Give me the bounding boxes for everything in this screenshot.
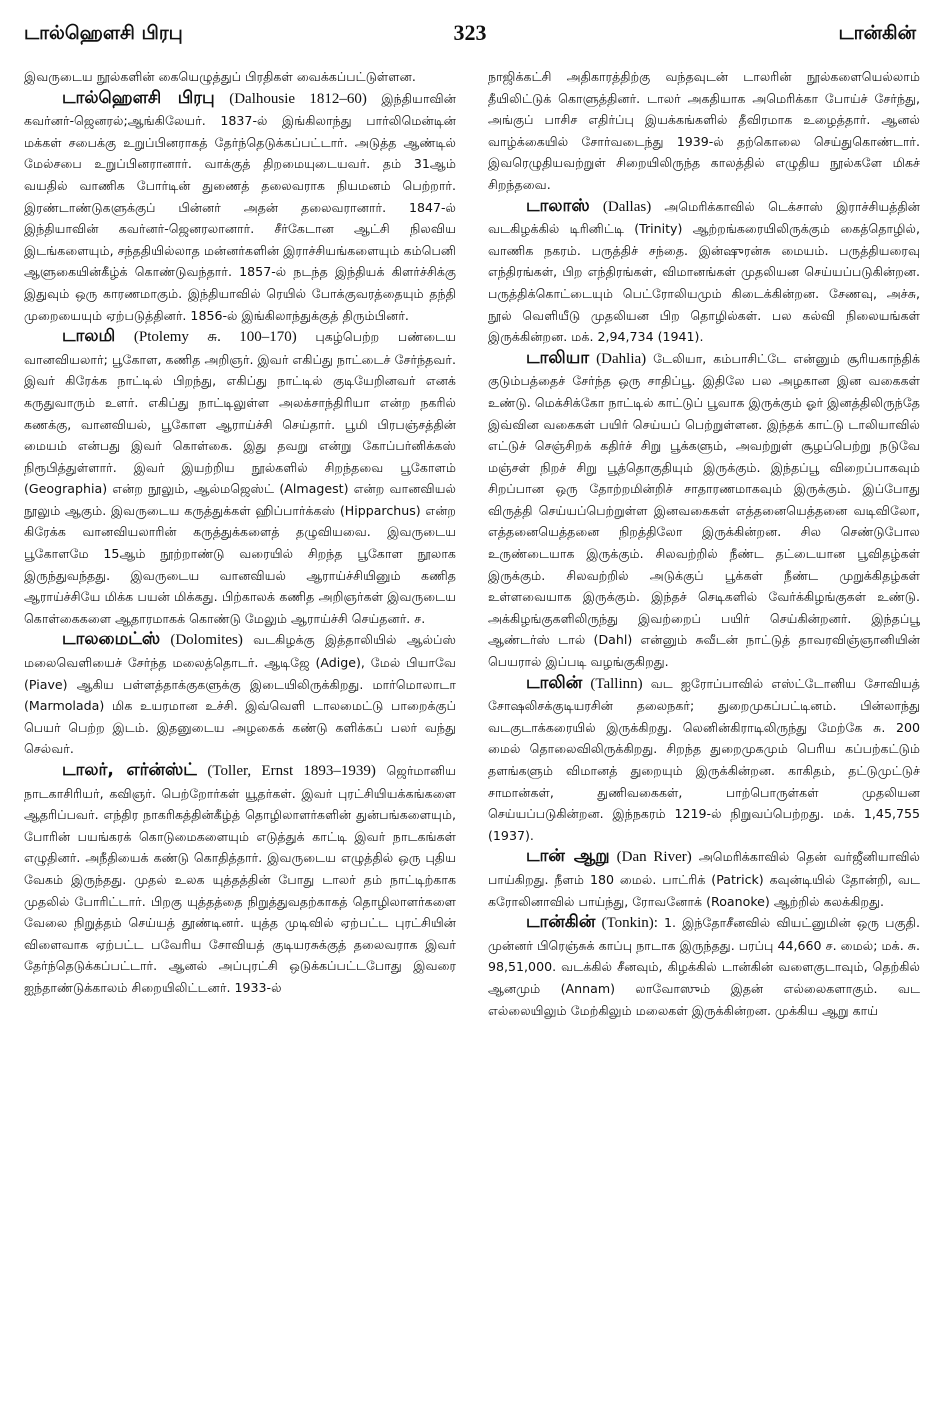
entry-text: வட ஐரோப்பாவில் எஸ்ட்டோனிய சோவியத் சோஷலிசக்குடியரசின் தலைநகர்; துறைமுகப்பட்டினம். பின்லாந்து வடகுடாக்கரையில் இருக்கிறது. லெனின்கிராடிலிருந்து மேற்கே சு. 200 மைல் தொலைவிலிருக்கிறது. சிறந்த துறைமுகமும் பெரிய கப்பற்கட்டும் தளங்களும் விமானத் துறையும் இருக்கின்றன. காகிதம், தட்டுமுட்டுச் சாமான்கள், துணிவகைகள், பாற்பொருள்கள் முதலியன செய்யப்படுகின்றன. இந்நகரம் 1219-ல் நிறுவப்பெற்றது. மக். 1,45,755 (1937). — [488, 675, 920, 843]
entry — [24, 760, 456, 999]
entry-headword: டால்ஹௌசி பிரபு — [62, 87, 215, 108]
entry-english-name: (Tonkin): — [601, 915, 658, 932]
entry-english-name: (Dahlia) — [596, 350, 647, 367]
page-number: 323 — [453, 20, 487, 45]
entry-text: இவருடைய நூல்களின் கையெழுத்துப் பிரதிகள் வைக்கப்பட்டுள்ளன. — [24, 69, 416, 84]
entry — [488, 912, 920, 1021]
entry-headword: டாலமைட்ஸ் — [62, 629, 161, 650]
entry-text: அமெரிக்காவில் தென் வர்ஜீனியாவில் பாய்கிறது. நீளம் 180 மைல். பாட்ரிக் (Patrick) கவுன்டியில் தோன்றி, வட கரோலினாவில் பாய்ந்து, ரோவனோக் (Roanoke) ஆற்றில் கலக்கிறது. — [488, 849, 920, 909]
entry — [488, 348, 920, 673]
entry-text: டேலியா, கம்பாசிட்டே என்னும் சூரியகாந்திக் குடும்பத்தைச் சேர்ந்த ஒரு சாதிப்பூ. இதிலே பல அழகான இன வகைகள் உண்டு. மெக்சிக்கோ நாட்டில் காட்டுப் பூவாக இருக்கும் ஓர் இனத்திலிருந்தே இவ்வின வகைகள் பயிர் செய்யப் பெற்றுள்ளன. இந்தக் காட்டு டாலியாவில் எட்டுச் செஞ்சிறக் கதிர்ச் சிறு பூக்களும், அவற்றுள் சூழப்பெற்று நடுவே மஞ்சள் நிறச் சிறு பூத்தொகுதியும் இருக்கும். இந்தப்பூ விறைப்பாகவும் சிறப்பான ஒரு தோற்றமின்றிச் சாதாரணமாகவும் இருக்கும். இப்போது விருத்தி செய்யப்பெற்றுள்ள இனவகைகள் எத்தனையெத்தனை வடிவிலோ, எத்தனையெத்தனை நிறத்திலோ இருக்கின்றன. சில செண்டுபோல உருண்டையாக இருக்கும். சிலவற்றில் நீண்ட தட்டையான பூவிதழ்கள் இருக்கும். சிலவற்றில் அடுக்குப் பூக்கள் நீண்ட முறுக்கிதழ்கள் உள்ளவையாக இருக்கும். இந்தச் செடிகளில் வேர்க்கிழங்குகள் உண்டு. அக்கிழங்குகளிலிருந்து இவற்றைப் பயிர் செய்கின்றனர். இந்தப்பூ ஆண்டர்ஸ் டால் (Dahl) என்னும் சுவீடன் நாட்டுத் தாவரவிஞ்ஞானியின் பெயரால் இப்படி வழங்குகிறது. — [488, 350, 920, 670]
entry-text: நாஜிக்கட்சி அதிகாரத்திற்கு வந்தவுடன் டாலரின் நூல்களையெல்லாம் தீயிலிட்டுக் கொளுத்தினர். டாலர் அகதியாக அமெரிக்கா போய்ச் சேர்ந்து, அங்குப் பாசிச எதிர்ப்பு இயக்கங்களில் தீவிரமாக உழைத்தார். ஆனல் வாழ்க்கையில் சோர்வடைந்து 1939-ல் தற்கொலை செய்துகொண்டார். இவரெழுதியவற்றுள் சிறையிலிருந்த காலத்தில் எழுதிய நூல்களே மிகச் சிறந்தவை. — [488, 69, 920, 192]
entry-headword: டாலர், எர்ன்ஸ்ட் — [62, 760, 197, 780]
entry — [488, 66, 920, 196]
left-column — [24, 66, 456, 1406]
entry-headword: டாலின் — [526, 672, 583, 693]
entry-headword: டாலியா — [526, 347, 590, 368]
entry-english-name: (Dalhousie 1812–60) — [229, 90, 367, 107]
entry — [24, 326, 456, 629]
entry-text: வடகிழக்கு இத்தாலியில் ஆல்ப்ஸ் மலைவெளியைச் சேர்ந்த மலைத்தொடர். ஆடிஜே (Adige), மேல் பியாவே (Piave) ஆகிய பள்ளத்தாக்குகளுக்கு இடையிலிருக்கிறது. மார்மொலாடா (Marmolada) மிக உயரமான உச்சி. இவ்வெளி டாலமைட்டு பாறைக்குப் பெயர் பெற்ற இடம். இதனுடைய அழகைக் கண்டு களிக்கப் பலர் வந்து செல்வர். — [24, 632, 456, 757]
entry-headword: டான் ஆறு — [526, 846, 610, 867]
entry-text: அமெரிக்காவில் டெக்சாஸ் இராச்சியத்தின் வடகிழக்கில் டிரினிட்டி (Trinity) ஆற்றங்கரையிலிருக்கும் கைத்தொழில், வாணிக நகரம். பருத்திச் சந்தை. இன்ஷுரன்சு மையம். பருத்தியரைவு எந்திரங்கள், பிற எந்திரங்கள், விமானங்கள் முதலியன செய்யப்படுகின்றன. பருத்திக்கொட்டையும் பெட்ரோலியமும் கிடைக்கின்றன. சேணவு, அச்சு, நூல் வெளியீடு முதலியன பிற தொழில்கள். பல கல்வி நிலையங்கள் இருக்கின்றன. மக். 2,94,734 (1941). — [488, 198, 920, 345]
right-column — [488, 66, 920, 1406]
header-left-guideword: டால்ஹௌசி பிரபு — [24, 22, 183, 44]
header-right-guideword: டான்கின் — [838, 22, 916, 44]
entry-english-name: (Dallas) — [602, 198, 652, 215]
entry-headword: டாலாஸ் — [526, 195, 590, 216]
entry-text: இந்தியாவின் கவர்னர்-ஜெனரல்;ஆங்கிலேயர். 1837-ல் இங்கிலாந்து பார்லிமென்டின் மக்கள் சபைக்கு உறுப்பினராகத் தேர்ந்தெடுக்கப்பட்டார். அடுத்த ஆண்டில் மேல்சபை உறுப்பினரானார். வாக்குத் திறமையுடையவர். தம் 31ஆம் வயதில் வாணிக போர்டின் துணைத் தலைவராக நியமனம் பெற்றார். இரண்டாண்டுகளுக்குப் பின்னர் அதன் தலைவரானார். 1847-ல் இந்தியாவின் கவர்னர்-ஜெனரலானார். சீர்கேடான ஆட்சி நிலவிய இடங்களையும், சந்ததியில்லாத மன்னர்களின் இராச்சியங்களையும் கம்பெனி ஆளுகையின்கீழ்க் கொண்டுவந்தார். 1857-ல் நடந்த இந்தியக் கிளர்ச்சிக்கு இதுவும் ஒரு காரணமாகும். இந்தியாவில் ரெயில் போக்குவரத்தையும் தந்தி முறையையும் ஏற்படுத்தினர். 1856-ல் இங்கிலாந்துக்குத் திரும்பினர். — [24, 90, 456, 323]
entry-headword: டாலமி — [62, 326, 116, 347]
entry-english-name: (Tallinn) — [590, 675, 643, 692]
entry-english-name: (Dolomites) — [170, 632, 243, 649]
entry — [488, 673, 920, 847]
entry-english-name: (Dan River) — [616, 849, 692, 866]
entry-text: ஜெர்மானிய நாடகாசிரியர், கவிஞர். பெற்றோர்கள் யூதர்கள். இவர் புரட்சியியக்கங்களை ஆதரிப்பவர். எந்திர நாகரிகத்தின்கீழ்த் தொழிலாளர்களின் துன்பங்களையும், போரின் பயங்கரக் கொடுமைகளையும் எடுத்துக் காட்டி இவர் நாடகங்கள் எழுதினர். அநீதியைக் கண்டு கொதித்தார். இவருடைய எழுத்தில் ஒரு புதிய வேகம் இருந்தது. முதல் உலக யுத்தத்தின் போது டாலர் தம் நாட்டிற்காக முதலில் போரிட்டார். பிறகு யுத்தத்தை நிறுத்துவதற்காகத் தொழிலாளர்களை வேலை நிறுத்தம் செய்யத் தூண்டினர். யுத்த முடிவில் ஏற்பட்ட புரட்சியின் விளைவாக ஏற்பட்ட பவேரிய சோவியத் குடியரசுக்குத் தலைவராக இவர் தேர்ந்தெடுக்கப்பட்டார். ஆனல் அப்புரட்சி ஒடுக்கப்பட்டபோது இவரை ஐந்தாண்டுக்காலம் சிறையிலிட்டனர். 1933-ல் — [24, 763, 456, 995]
entry-english-name: (Toller, Ernst 1893–1939) — [207, 763, 376, 779]
entry — [488, 846, 920, 912]
entry — [24, 88, 456, 327]
entry — [24, 66, 456, 88]
entry-english-name: (Ptolemy சு. 100–170) — [133, 329, 297, 346]
entry — [24, 629, 456, 760]
entry-text: 1. இந்தோசீனவில் வியட்னுமின் ஒரு பகுதி. முன்னர் பிரெஞ்சுக் காப்பு நாடாக இருந்தது. பரப்பு 44,660 ச. மைல்; மக். சு. 98,51,000. வடக்கில் சீனவும், கிழக்கில் டான்கின் வளைகுடாவும், தெற்கில் ஆனமும் (Annam) லாவோஸும் இதன் எல்லைகளாகும். வட எல்லையிலும் மேற்கிலும் மலைகள் இருக்கின்றன. முக்கிய ஆறு காய் — [488, 915, 920, 1018]
entry — [488, 196, 920, 348]
page-header — [24, 22, 916, 52]
entry-headword: டான்கின் — [526, 912, 596, 933]
entry-text: புகழ்பெற்ற பண்டைய வானவியலார்; பூகோள, கணித அறிஞர். இவர் எகிப்து நாட்டைச் சேர்ந்தவர். இவர் கிரேக்க நாட்டில் பிறந்து, எகிப்து நாட்டில் குடியேறினவர் எனக் கருதுவாரும் உளர். எகிப்து நாட்டிலுள்ள அலக்சாந்திரியா என்ற நகரில் கணக்கு, வானவியல், பூகோள ஆராய்ச்சி செய்தார். பூமி பிரபஞ்சத்தின் மையம் என்பது இவர் கொள்கை. இது தவறு என்று கோப்பர்னிக்கஸ் நிரூபித்துள்ளார். இவர் இயற்றிய நூல்களில் சிறந்தவை பூகோளம் (Geographia) என்ற நூலும், ஆல்மஜெஸ்ட் (Almagest) என்ற வானவியல் நூலும் ஆகும். இவருடைய கருத்துக்கள் ஹிப்பார்க்கஸ் (Hipparchus) என்ற கிரேக்க வானவியலாரின் கருத்துக்களைத் தழுவியவை. இவருடைய பூகோளமே 15ஆம் நூற்றாண்டு வரையில் சிறந்த பூகோள நூலாக இருந்துவந்தது. இவருடைய வானவியல் ஆராய்ச்சியினும் கணித ஆராய்ச்சியே மிக்க பயன் மிக்கது. பிற்காலக் கணித அறிஞர்கள் இவருடைய கொள்கைகளை ஆதாரமாகக் கொண்டு மேலும் ஆராய்ச்சி செய்தனர். ச. — [24, 329, 456, 626]
